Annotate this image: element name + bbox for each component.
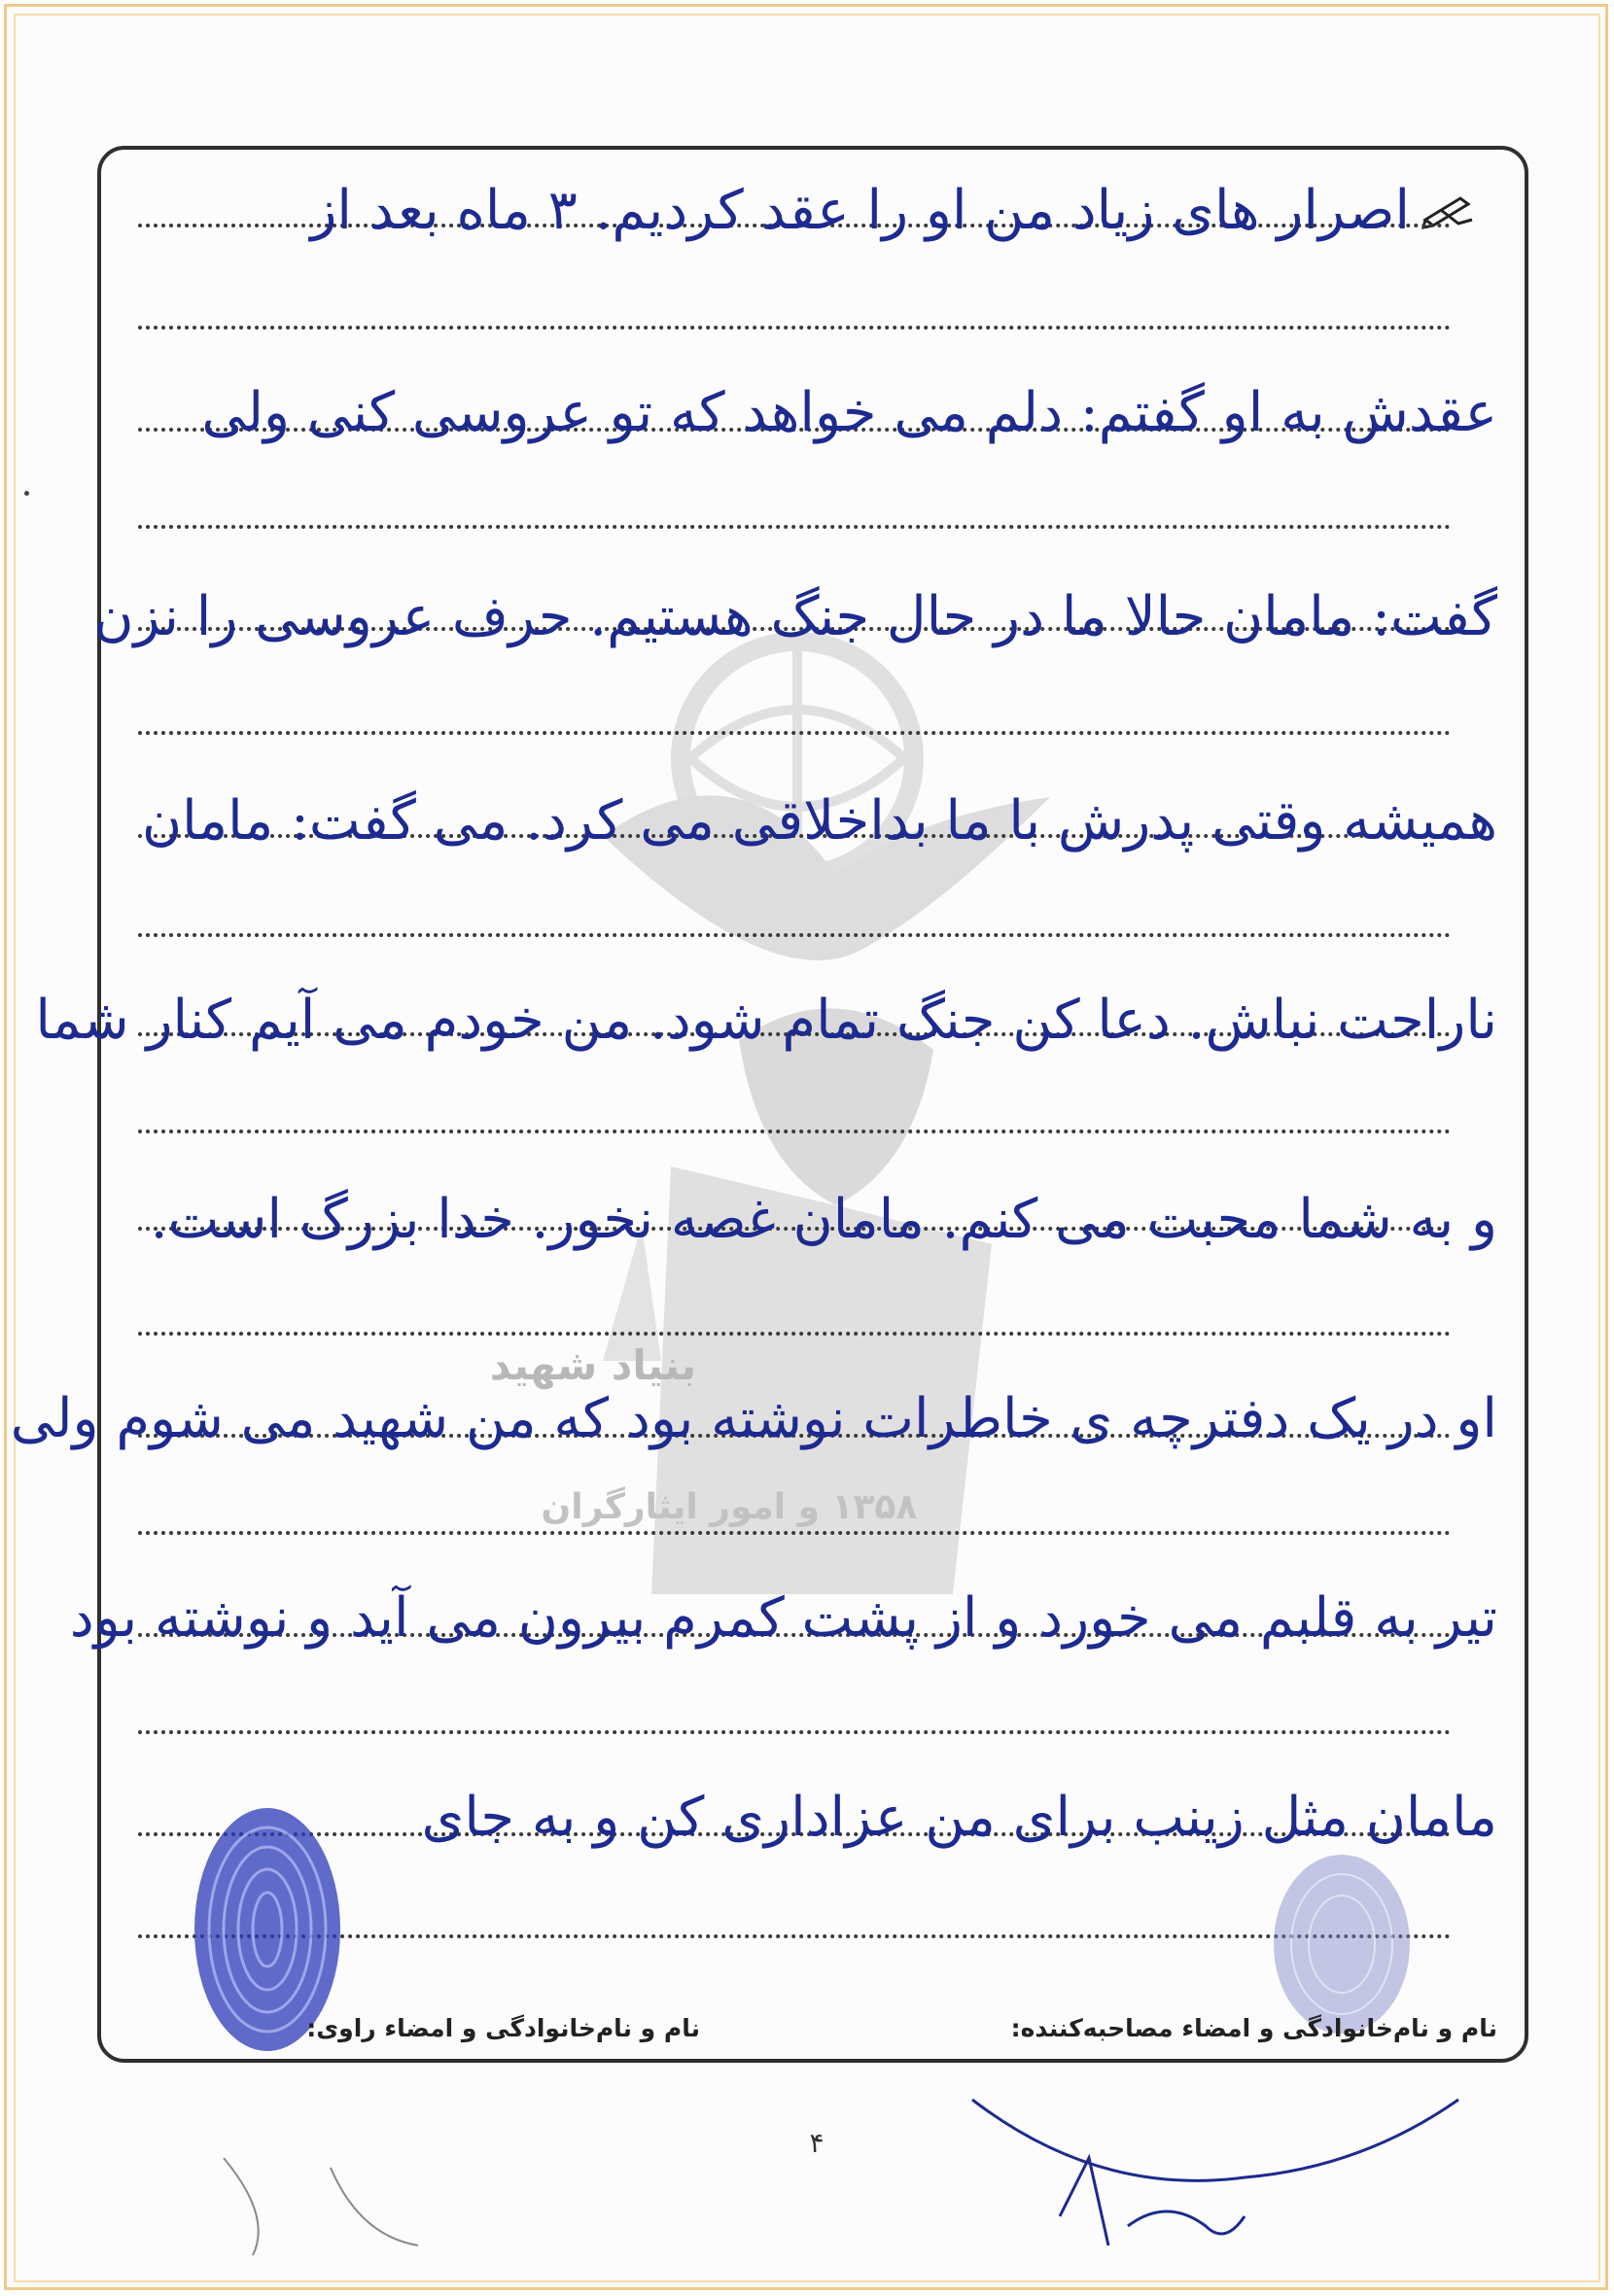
ruled-line	[138, 1730, 1451, 1734]
watermark-title: بنیاد شهید	[489, 1341, 697, 1389]
handwritten-line: و به شما محبت می کنم. مامان غصه نخور. خدا بزرگ است.	[150, 1188, 1497, 1251]
fingerprint-right	[1264, 1847, 1420, 2041]
ruled-line	[138, 933, 1451, 937]
ruled-line	[138, 525, 1451, 529]
handwritten-line: تیر به قلبم می خورد و از پشت کمرم بیرون می آید و نوشته بود	[69, 1586, 1497, 1650]
handwritten-line: مامان مثل زینب برای من عزاداری کن و به جای	[421, 1786, 1497, 1849]
ruled-line	[138, 1531, 1451, 1535]
narrator-signature-label: نام و نام‌خانوادگی و امضاء راوی:	[306, 2014, 700, 2042]
ruled-line	[138, 1332, 1451, 1336]
stray-dot	[24, 491, 29, 496]
handwritten-line: اصرار های زیاد من او را عقد کردیم. ۳ ماه بعد از	[310, 179, 1410, 242]
ruled-line	[138, 1130, 1451, 1133]
narrator-signature	[214, 2139, 438, 2265]
handwritten-line: او در یک دفترچه ی خاطرات نوشته بود که من شهید می شوم ولی	[10, 1387, 1497, 1450]
interviewer-signature	[953, 2061, 1497, 2255]
handwritten-line: ناراحت نباش. دعا کن جنگ تمام شود. من خودم می آیم کنار شما	[35, 989, 1497, 1052]
handwritten-line: عقدش به او گفتم: دلم می خواهد که تو عروسی کنی ولی	[201, 381, 1497, 444]
ruled-line	[138, 731, 1451, 735]
handwritten-line: گفت: مامان حالا ما در حال جنگ هستیم. حرف عروسی را نزن	[93, 585, 1497, 648]
interviewer-signature-label: نام و نام‌خانوادگی و امضاء مصاحبه‌کننده:	[1010, 2014, 1497, 2042]
page-number: ۴	[809, 2127, 825, 2159]
watermark-subtitle: ۱۳۵۸ و امور ایثارگران	[541, 1487, 918, 1527]
signature-labels	[126, 2014, 1497, 2053]
handwritten-line: همیشه وقتی پدرش با ما بداخلاقی می کرد. می گفت: مامان	[141, 789, 1497, 852]
ruled-line	[138, 326, 1451, 330]
